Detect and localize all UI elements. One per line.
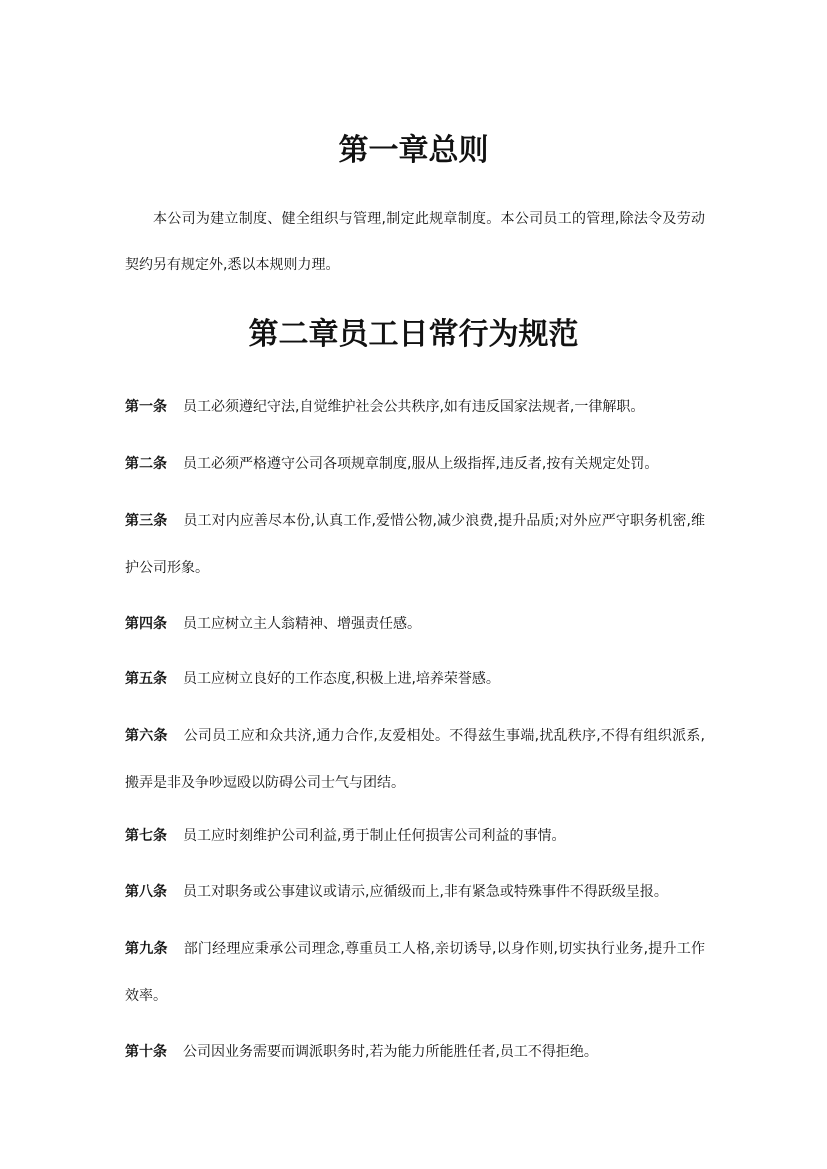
article-3	[125, 498, 705, 592]
chapter-1-title: 第一章总则	[338, 133, 489, 168]
article-label: 第四条	[125, 616, 167, 632]
article-7	[125, 813, 705, 860]
article-label: 第九条	[125, 941, 168, 957]
article-label: 第一条	[125, 399, 167, 415]
article-4	[125, 601, 705, 648]
article-5	[125, 656, 705, 703]
article-label: 第七条	[125, 828, 167, 844]
article-text: 员工必须严格遵守公司各项规章制度,服从上级指挥,违反者,按有关规定处罚。	[183, 456, 659, 472]
article-text: 员工应时刻维护公司利益,勇于制止任何损害公司利益的事情。	[183, 828, 566, 844]
article-text: 公司因业务需要而调派职务时,若为能力所能胜任者,员工不得拒绝。	[183, 1044, 598, 1060]
article-label: 第十条	[125, 1044, 167, 1060]
article-10	[125, 1029, 705, 1076]
article-label: 第二条	[125, 456, 167, 472]
article-text: 公司员工应和众共济,通力合作,友爱相处。不得兹生事端,扰乱秩序,不得有组织派系,搬弄是非及争吵逗殴以防碍公司士气与团结。	[125, 728, 706, 791]
article-8	[125, 869, 705, 916]
article-text: 员工必须遵纪守法,自觉维护社会公共秩序,如有违反国家法规者,一律解职。	[183, 399, 645, 415]
article-text: 员工对职务或公事建议或请示,应循级而上,非有紧急或特殊事件不得跃级呈报。	[183, 884, 668, 900]
chapter-2-title: 第二章员工日常行为规范	[248, 317, 579, 352]
article-label: 第五条	[125, 671, 167, 687]
article-text: 员工对内应善尽本份,认真工作,爱惜公物,减少浪费,提升品质;对外应严守职务机密,维护公司形象。	[125, 513, 706, 576]
article-text: 员工应树立主人翁精神、增强责任感。	[183, 616, 421, 632]
article-text: 员工应树立良好的工作态度,积极上进,培养荣誉感。	[183, 671, 500, 687]
article-1	[125, 384, 705, 431]
article-text: 部门经理应秉承公司理念,尊重员工人格,亲切诱导,以身作则,切实执行业务,提升工作效率。	[125, 941, 706, 1004]
article-9	[125, 926, 705, 1020]
article-label: 第三条	[125, 513, 168, 529]
article-label: 第六条	[125, 728, 168, 744]
article-2	[125, 441, 705, 488]
article-label: 第八条	[125, 884, 167, 900]
article-6	[125, 713, 705, 807]
chapter-1-intro: 本公司为建立制度、健全组织与管理,制定此规章制度。本公司员工的管理,除法令及劳动契约另有规定外,悉以本规则力理。	[125, 211, 705, 273]
